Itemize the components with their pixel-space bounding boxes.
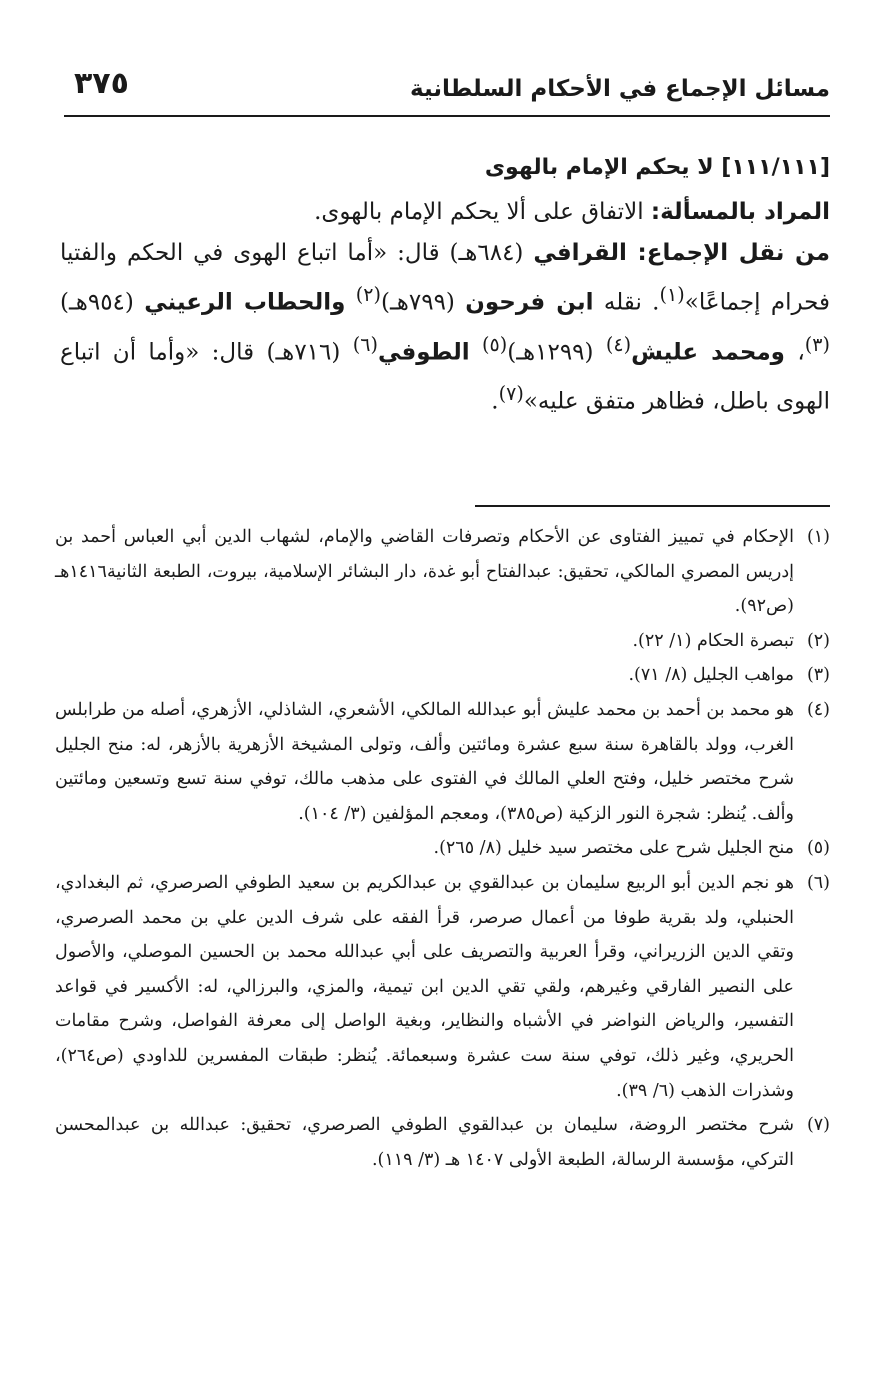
footnote-ref: (٤) [605,332,632,356]
footnote-text: شرح مختصر الروضة، سليمان بن عبدالقوي الطوفي الصرصري، تحقيق: عبدالله بن عبدالمحسن التركي، مؤسسة الرسالة، الطبعة الأولى ١٤٠٧ هـ (٣/ ١١٩). [55,1115,794,1170]
consensus-text: (١٢٩٩هـ) [507,339,606,366]
footnote-ref: (٢) [355,283,382,306]
footnote-text: الإحكام في تمييز الفتاوى عن الأحكام وتصرفات القاضي والإمام، لشهاب الدين أبي العباس أحمد بن إدريس المصري المالكي، تحقيق: عبدالفتاح أبو غدة، دار البشائر الإسلامية، بيروت، الطبعة الثانية١٤١٦هـ (ص٩٢). [55,527,794,617]
footnote-text: هو محمد بن أحمد بن محمد عليش أبو عبدالله المالكي، الأشعري، الشاذلي، الأزهري، أصله من طرابلس الغرب، وولد بالقاهرة سنة سبع عشرة ومائتين وألف، وتولى المشيخة الأزهرية بالأزهر، له: منح الجليل شرح مختصر خليل، وفتح العلي المالك في الفتوى على مذهب مالك، توفي سنة تسع وتسعين ومائتين وألف. يُنظر: شجرة النور الزكية (ص٣٨٥)، ومعجم المؤلفين (٣/ ١٠٤). [55,699,794,824]
footnote-separator [475,505,830,507]
footnote [55,866,830,1108]
consensus-text: (٩٥٤هـ) [60,289,145,316]
footnote-ref: (١) [659,283,685,306]
footnote [55,624,830,659]
definition-text: الاتفاق على ألا يحكم الإمام بالهوى. [314,199,651,225]
footnote [55,1108,830,1177]
consensus-text: . نقله [593,289,660,316]
footnote-number: (١) [806,527,830,547]
footnotes [55,520,830,1177]
consensus-paragraph [60,233,830,423]
footnote-number: (٣) [806,665,830,686]
issue-definition-paragraph [60,192,830,233]
consensus-label: من نقل الإجماع: القرافي [533,240,830,266]
running-header [64,66,830,112]
consensus-text: (٧٩٩هـ) [381,289,466,316]
scholar-name: الطوفي [377,339,470,366]
footnote-ref: (٦) [352,332,378,356]
footnote-text: تبصرة الحكام (١/ ٢٢). [632,630,794,651]
footnote-number: (٥) [806,838,830,859]
scholar-name: ابن فرحون [465,289,594,316]
consensus-text: . [491,388,499,415]
consensus-text: ، [784,339,805,366]
issue-heading: [١١١/١١١] لا يحكم الإمام بالهوى [484,155,830,180]
header-rule [64,115,830,117]
footnote-number: (٤) [806,699,830,720]
definition-label: المراد بالمسألة: [650,199,830,225]
footnote [55,520,830,624]
footnote-number: (٢) [806,630,830,651]
footnote-ref: (٥) [482,332,508,356]
footnote [55,693,830,831]
consensus-text: (٧١٦هـ) قال: «وأما أن اتباع الهوى باطل، فظاهر متفق عليه» [60,339,830,415]
consensus-text: (٦٨٤هـ) قال: «أما اتباع الهوى في الحكم والفتيا فحرام إجماعًا» [60,240,830,316]
scholar-name: والحطاب الرعيني [144,289,346,316]
footnote [55,831,830,866]
footnote-ref: (٧) [498,382,524,406]
consensus-text [345,290,355,316]
running-header-title: مسائل الإجماع في الأحكام السلطانية [410,76,830,102]
footnote-text: مواهب الجليل (٨/ ٧١). [628,665,794,686]
footnote-ref: (٣) [804,332,831,356]
page-number: ٣٧٥ [74,66,129,101]
footnote-number: (٧) [806,1115,830,1136]
scholar-name: ومحمد عليش [631,339,785,366]
footnote-text: منح الجليل شرح على مختصر سيد خليل (٨/ ٢٦٥). [433,838,794,859]
main-text [60,150,830,423]
footnote [55,658,830,693]
consensus-text [470,339,482,365]
footnote-text: هو نجم الدين أبو الربيع سليمان بن عبدالقوي بن عبدالكريم بن سعيد الطوفي الصرصري، ثم البغدادي، الحنبلي، ولد بقرية طوفا من أعمال صرصر، قرأ الفقه على شرف الدين علي بن محمد الصرصري، وتقي الدين الزريراني، وقرأ العربية والتصريف على أبي عبدالله محمد بن الحسين الموصلي، والأصول على النصير الفارقي وغيرهم، ولقي تقي الدين ابن تيمية، والمزي، والبرزالي، له: الأكسير في قواعد التفسير، والرياض النواضر في الأشباه والنظاير، وبغية الواصل إلى معرفة الفواصل، وشرح مقامات الحريري، وغير ذلك، توفي سنة ست عشرة وسبعمائة. يُنظر: طبقات المفسرين للداودي (ص٢٦٤)، وشذرات الذهب (٦/ ٣٩). [55,872,794,1101]
footnote-number: (٦) [806,872,830,893]
